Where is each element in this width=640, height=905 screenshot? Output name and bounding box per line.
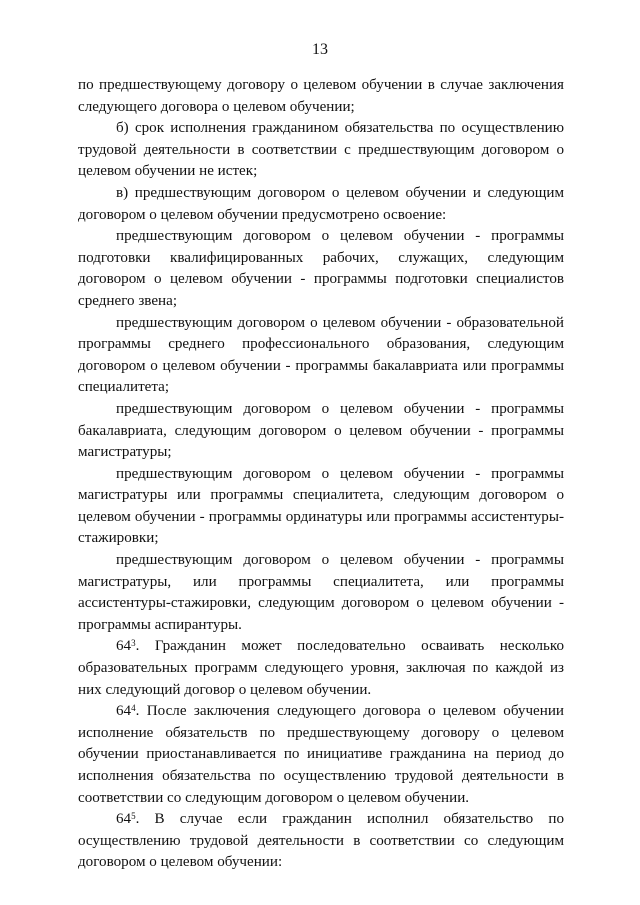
- paragraph-option-4: предшествующим договором о целевом обучении - программы магистратуры или программы специалитета, следующим договором о целевом обучении - программы ординатуры или программы ассистентуры-стажировки;: [78, 465, 564, 547]
- paragraph-clause-64-4: [78, 701, 564, 809]
- clause-text: . В случае если гражданин исполнил обязательство по осуществлению трудовой деятельности в соответствии со следующим договором о целевом обучении:: [78, 811, 564, 871]
- paragraph-subitem-b: б) срок исполнения гражданином обязательства по осуществлению трудовой деятельности в соответствии с предшествующим договором о целевом обучении не истек;: [78, 120, 564, 180]
- paragraph-clause-64-3: [78, 636, 564, 701]
- clause-number: 64: [116, 638, 132, 655]
- clause-text: . После заключения следующего договора о целевом обучении исполнение обязательств по предшествующему договору о целевом обучении приостанавливается по инициативе гражданина на период до исполнения обязательства по осуществлению трудовой деятельности в соответствии со следующим договором о целевом обучении.: [78, 703, 564, 806]
- paragraph-option-2: предшествующим договором о целевом обучении - образовательной программы среднего профессионального образования, следующим договором о целевом обучении - программы бакалавриата или программы специалитета;: [78, 314, 564, 396]
- document-body: [78, 75, 564, 874]
- paragraph-option-3: предшествующим договором о целевом обучении - программы бакалавриата, следующим договором о целевом обучении - программы магистратуры;: [78, 400, 564, 461]
- clause-superscript: 4: [131, 703, 136, 714]
- clause-number: 64: [116, 703, 132, 720]
- clause-number: 64: [116, 811, 132, 828]
- paragraph-clause-64-5: [78, 809, 564, 874]
- clause-text: . Гражданин может последовательно осваивать несколько образовательных программ следующего уровня, заключая по каждой из них следующий договор о целевом обучении.: [78, 638, 564, 698]
- clause-superscript: 5: [131, 811, 136, 822]
- clause-superscript: 3: [131, 638, 136, 649]
- page-number: 13: [312, 41, 328, 58]
- paragraph-option-1: предшествующим договором о целевом обучении - программы подготовки квалифицированных рабочих, служащих, следующим договором о целевом обучении - программы подготовки специалистов среднего звена;: [78, 228, 564, 309]
- paragraph-option-5: предшествующим договором о целевом обучении - программы магистратуры, или программы специалитета, или программы ассистентуры-стажировки, следующим договором о целевом обучении - программы аспирантуры.: [78, 552, 564, 633]
- paragraph-subitem-v: в) предшествующим договором о целевом обучении и следующим договором о целевом обучении предусмотрено освоение:: [78, 184, 564, 223]
- paragraph-continuation: по предшествующему договору о целевом обучении в случае заключения следующего договора о целевом обучении;: [78, 77, 564, 115]
